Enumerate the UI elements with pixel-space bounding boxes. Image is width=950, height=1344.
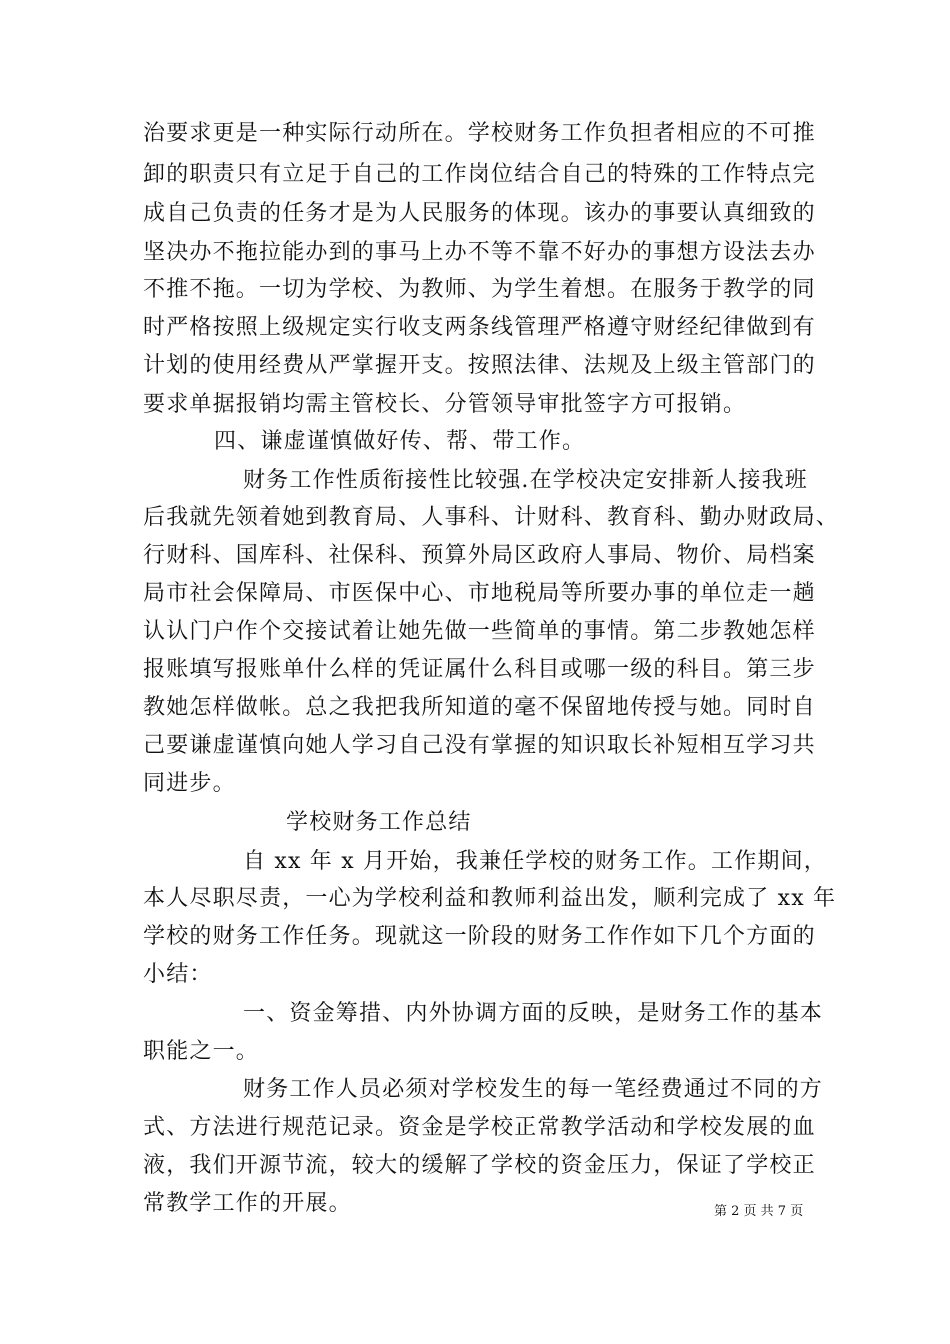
body-text-line: 小结： — [143, 962, 213, 987]
body-text-line: 教她怎样做帐。总之我把我所知道的毫不保留地传授与她。同时自 — [143, 695, 816, 720]
body-text-line: 己要谦虚谨慎向她人学习自己没有掌握的知识取长补短相互学习共 — [143, 733, 816, 758]
body-text-line: 学校的财务工作任务。现就这一阶段的财务工作作如下几个方面的 — [143, 924, 816, 949]
body-text-line: 常教学工作的开展。 — [143, 1191, 352, 1216]
body-text-line: 治要求更是一种实际行动所在。学校财务工作负担者相应的不可推 — [143, 121, 816, 146]
section-heading: 一、资金筹措、内外协调方面的反映，是财务工作的基本 — [243, 1001, 824, 1026]
body-text-line: 要求单据报销均需主管校长、分管领导审批签字方可报销。 — [143, 392, 747, 417]
body-text-line: 行财科、国库科、社保科、预算外局区政府人事局、物价、局档案 — [143, 543, 816, 568]
body-text-line: 成自己负责的任务才是为人民服务的体现。该办的事要认真细致的 — [143, 201, 816, 226]
body-text-line: 认认门户作个交接试着让她先做一些简单的事情。第二步教她怎样 — [143, 619, 816, 644]
body-text-line: 职能之一。 — [143, 1039, 260, 1064]
body-text-line: 式、方法进行规范记录。资金是学校正常教学活动和学校发展的血 — [143, 1115, 816, 1140]
body-text-line: 坚决办不拖拉能办到的事马上办不等不靠不好办的事想方设法去办 — [143, 240, 816, 265]
body-text-line: 卸的职责只有立足于自己的工作岗位结合自己的特殊的工作特点完 — [143, 162, 816, 187]
document-title: 学校财务工作总结 — [286, 810, 472, 835]
body-text-line: 财务工作性质衔接性比较强.在学校决定安排新人接我班 — [243, 468, 808, 493]
body-text-line: 后我就先领着她到教育局、人事科、计财科、教育科、勤办财政局、 — [143, 505, 840, 530]
body-text-line: 同进步。 — [143, 771, 236, 796]
section-heading: 四、谦虚谨慎做好传、帮、带工作。 — [214, 429, 586, 454]
page-number-footer: 第 2 页 共 7 页 — [714, 1204, 804, 1219]
body-text-line: 不推不拖。一切为学校、为教师、为学生着想。在服务于教学的同 — [143, 277, 816, 302]
body-text-line: 时严格按照上级规定实行收支两条线管理严格遵守财经纪律做到有 — [143, 315, 816, 340]
body-text-line: 局市社会保障局、市医保中心、市地税局等所要办事的单位走一趟 — [143, 581, 816, 606]
body-text-line: 液，我们开源节流，较大的缓解了学校的资金压力，保证了学校正 — [143, 1153, 816, 1178]
body-text-line: 财务工作人员必须对学校发生的每一笔经费通过不同的方 — [243, 1077, 824, 1102]
body-text-line: 计划的使用经费从严掌握开支。按照法律、法规及上级主管部门的 — [143, 353, 816, 378]
body-text-line: 自 xx 年 x 月开始，我兼任学校的财务工作。工作期间， — [243, 849, 827, 874]
body-text-line: 报账填写报账单什么样的凭证属什么科目或哪一级的科目。第三步 — [143, 657, 816, 682]
body-text-line: 本人尽职尽责，一心为学校利益和教师利益出发，顺利完成了 xx 年 — [143, 886, 837, 911]
